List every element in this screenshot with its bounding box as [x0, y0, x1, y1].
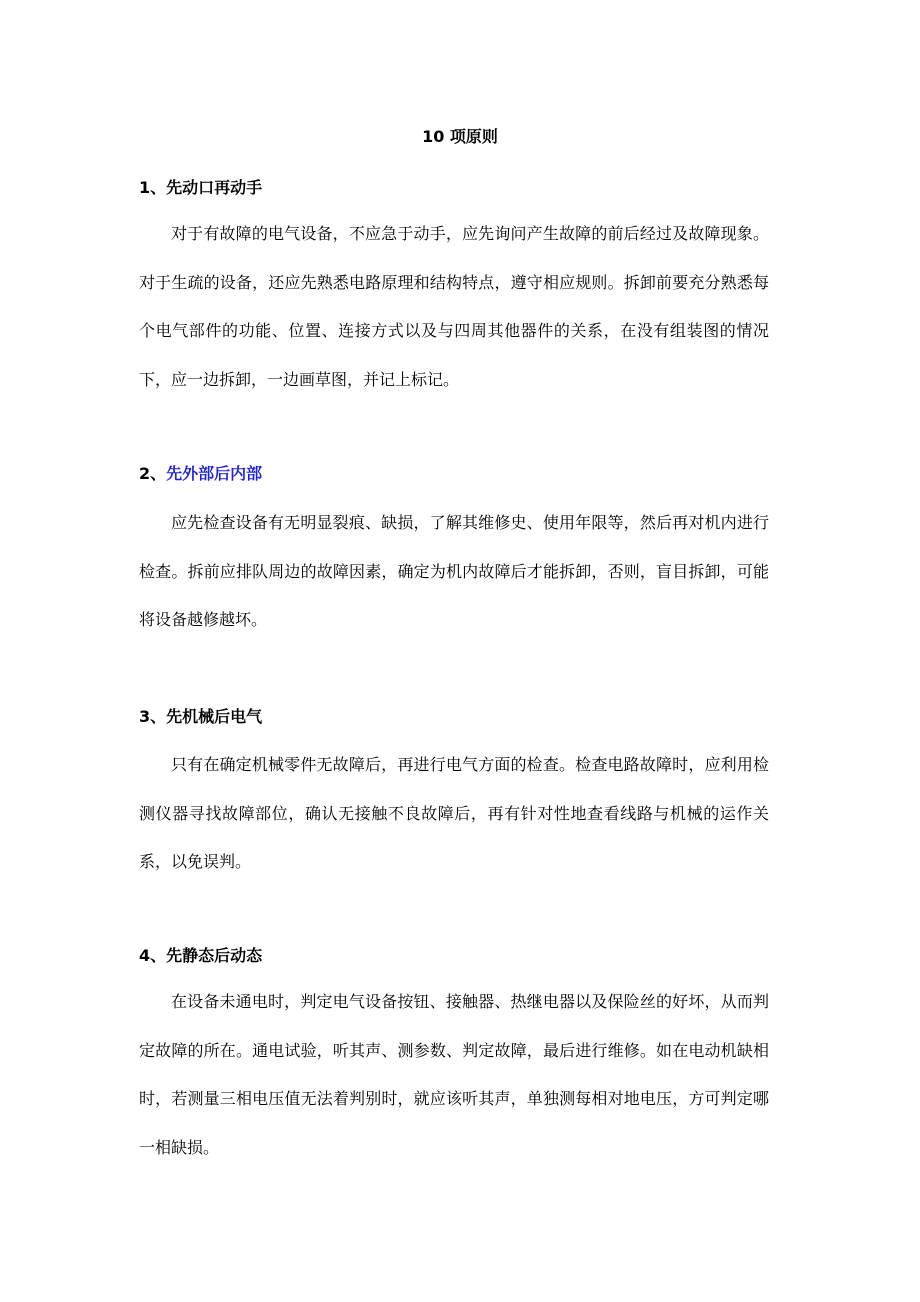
section-2-heading	[139, 463, 262, 485]
section-2-body: 应先检查设备有无明显裂痕、缺损，了解其维修史、使用年限等，然后再对机内进行检查。拆前应排队周边的故障因素，确定为机内故障后才能拆卸，否则，盲目拆卸，可能将设备越修越坏。	[139, 513, 769, 629]
page-title: 10 项原则	[422, 127, 498, 146]
section-4-number: 4、	[139, 946, 167, 965]
section-1-number: 1、	[139, 178, 167, 197]
section-1-body: 对于有故障的电气设备，不应急于动手，应先询问产生故障的前后经过及故障现象。对于生疏的设备，还应先熟悉电路原理和结构特点，遵守相应规则。拆卸前要充分熟悉每个电气部件的功能、位置、连接方式以及与四周其他器件的关系，在没有组装图的情况下，应一边拆卸，一边画草图，并记上标记。	[139, 224, 769, 389]
section-4-body: 在设备未通电时，判定电气设备按钮、接触器、热继电器以及保险丝的好坏，从而判定故障的所在。通电试验，听其声、测参数、判定故障，最后进行维修。如在电动机缺相时，若测量三相电压值无法着判别时，就应该听其声，单独测每相对地电压，方可判定哪一相缺损。	[139, 992, 769, 1157]
section-4-heading	[139, 945, 262, 967]
section-3-heading	[139, 706, 262, 728]
section-3-title: 先机械后电气	[166, 707, 263, 726]
section-2-title: 先外部后内部	[166, 464, 263, 483]
section-2-number: 2、	[139, 464, 167, 483]
section-1-title: 先动口再动手	[166, 178, 263, 197]
section-3-number: 3、	[139, 707, 167, 726]
section-3-body: 只有在确定机械零件无故障后，再进行电气方面的检查。检查电路故障时，应利用检测仪器寻找故障部位，确认无接触不良故障后，再有针对性地查看线路与机械的运作关系，以免误判。	[139, 755, 769, 871]
section-1-heading	[139, 177, 262, 199]
section-4-title: 先静态后动态	[166, 946, 263, 965]
